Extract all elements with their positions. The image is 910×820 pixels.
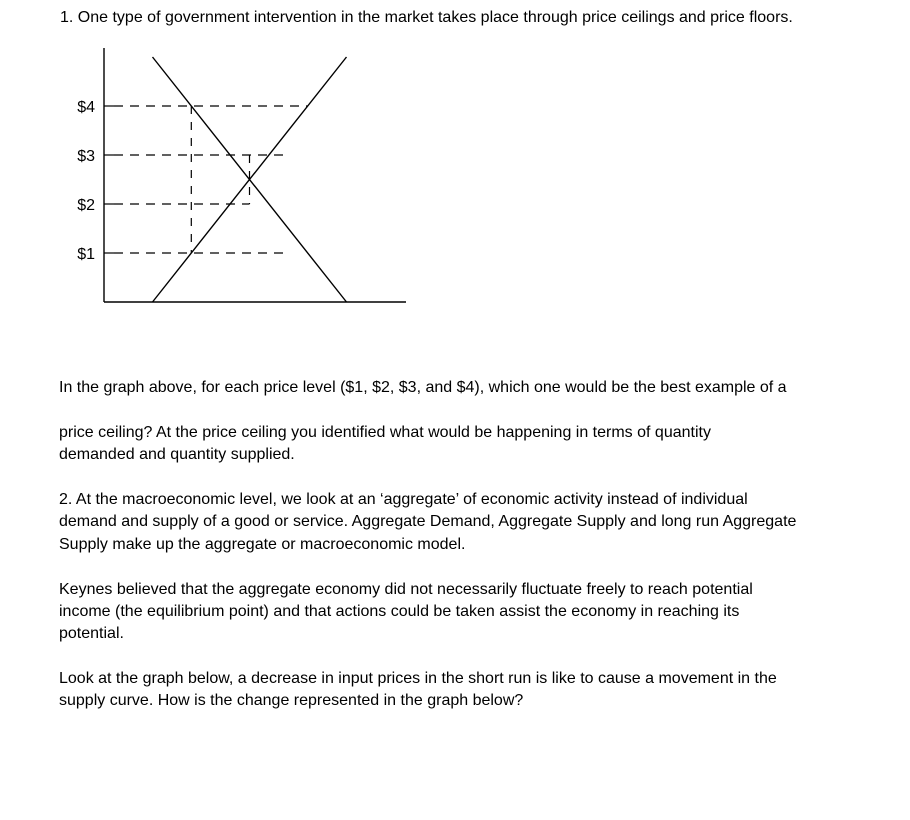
question-2-line-3: Supply make up the aggregate or macroeconomic model.: [59, 536, 466, 553]
y-tick-label: $4: [77, 99, 95, 116]
keynes-paragraph-line-2: income (the equilibrium point) and that actions could be taken assist the economy in reaching its: [59, 603, 740, 620]
y-tick-label: $3: [77, 148, 95, 165]
y-tick-label: $1: [77, 246, 95, 263]
supply-demand-chart: [0, 0, 910, 330]
question-1-text-line-2: price ceiling? At the price ceiling you identified what would be happening in terms of quantity: [59, 424, 711, 441]
keynes-paragraph-line-3: potential.: [59, 625, 124, 642]
look-graph-line-1: Look at the graph below, a decrease in input prices in the short run is like to cause a movement in the: [59, 670, 777, 687]
keynes-paragraph-line-1: Keynes believed that the aggregate economy did not necessarily fluctuate freely to reach potential: [59, 581, 753, 598]
y-tick-label: $2: [77, 197, 95, 214]
question-2-line-2: demand and supply of a good or service. Aggregate Demand, Aggregate Supply and long run Aggregate: [59, 513, 797, 530]
question-1-text-line-3: demanded and quantity supplied.: [59, 446, 295, 463]
question-2-line-1: 2. At the macroeconomic level, we look at an ‘aggregate’ of economic activity instead of individual: [59, 491, 748, 508]
question-1-text-line-1: In the graph above, for each price level ($1, $2, $3, and $4), which one would be the best example of a: [59, 379, 787, 396]
look-graph-line-2: supply curve. How is the change represented in the graph below?: [59, 692, 524, 709]
question-1-heading: 1. One type of government intervention in the market takes place through price ceilings and price floors.: [60, 9, 793, 26]
